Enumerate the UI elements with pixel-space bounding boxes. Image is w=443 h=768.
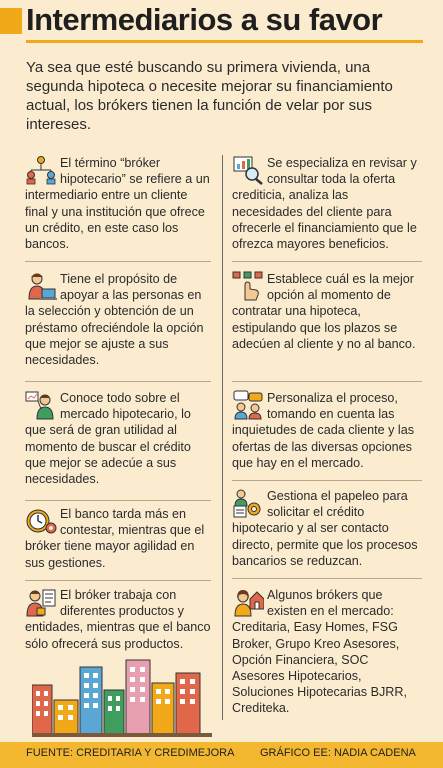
intro-paragraph: Ya sea que esté buscando su primera vivienda, una segunda hipoteca o necesite mejorar su financiamiento actual, los brókers tienen la función de velar por sus intereses. xyxy=(26,59,393,133)
left-item-1-text: El término “bróker hipotecario” se refiere a un intermediario entre un cliente final y una institución que ofrece un crédito, en este caso los bancos. xyxy=(25,156,210,252)
left-item-2 xyxy=(25,271,211,368)
right-divider-1 xyxy=(232,261,422,262)
paperwork-gear-icon xyxy=(232,488,264,518)
right-item-1-text: Se especializa en revisar y consultar toda la oferta crediticia, analiza las necesidades del cliente para ofrecerle el financiamiento que le ofrezca mayores beneficios. xyxy=(232,156,417,252)
left-divider-3 xyxy=(25,500,211,501)
right-item-4 xyxy=(232,488,422,569)
woman-house-icon xyxy=(232,587,264,617)
left-item-3-text: Conoce todo sobre el mercado hipotecario, lo que será de gran utilidad al momento de buscar el crédito que mejor se adecúe a sus necesidades. xyxy=(25,391,191,487)
right-divider-4 xyxy=(232,578,422,579)
left-item-5-text: El bróker trabaja con diferentes productos y entidades, mientras que el banco sólo ofrecerá sus productos. xyxy=(25,588,211,651)
right-item-1 xyxy=(232,155,422,252)
title-underline xyxy=(26,40,423,43)
left-divider-4 xyxy=(25,580,211,581)
footer-source: FUENTE: CREDITARIA Y CREDIMEJORA xyxy=(26,747,235,759)
expert-presenter-icon xyxy=(25,390,57,420)
right-divider-2 xyxy=(232,381,422,382)
footer-bar xyxy=(0,742,443,768)
city-skyline-icon xyxy=(32,655,212,737)
chat-people-icon xyxy=(232,390,264,420)
right-item-4-text: Gestiona el papeleo para solicitar el crédito hipotecario y al ser contacto directo, permite que los procesos bancarios se reduzcan. xyxy=(232,489,418,568)
right-item-3-text: Personaliza el proceso, tomando en cuenta las inquietudes de cada cliente y las ofertas de las diversas opciones que hay en el mercado. xyxy=(232,391,415,470)
right-item-3 xyxy=(232,390,422,471)
network-people-icon xyxy=(25,155,57,185)
hand-choice-icon xyxy=(232,271,264,301)
right-item-5 xyxy=(232,587,422,717)
magnifier-chart-icon xyxy=(232,155,264,185)
clock-gears-icon xyxy=(25,506,57,536)
left-item-4 xyxy=(25,506,211,571)
left-item-5 xyxy=(25,587,211,652)
right-item-2 xyxy=(232,271,422,352)
column-divider xyxy=(222,155,223,720)
page-title: Intermediarios a su favor xyxy=(26,2,383,37)
advisor-laptop-icon xyxy=(25,271,57,301)
footer-credit: GRÁFICO EE: NADIA CADENA xyxy=(260,747,416,759)
left-divider-2 xyxy=(25,381,211,382)
right-item-2-text: Establece cuál es la mejor opción al momento de contratar una hipoteca, estipulando que los plazos se adecúen al cliente y no al banco. xyxy=(232,272,416,351)
title-accent-bar xyxy=(0,8,22,34)
right-item-5-text: Algunos brókers que existen en el mercado: Creditaria, Easy Homes, FSG Broker, Grupo Kreo Asesores, Opción Financiera, SOC Asesores Hipotecarios, Soluciones Hipotecarias BJRR, Crediteka. xyxy=(232,588,407,716)
left-item-3 xyxy=(25,390,211,487)
left-item-4-text: El banco tarda más en contestar, mientras que el bróker tiene mayor agilidad en sus gestiones. xyxy=(25,507,205,570)
left-item-2-text: Tiene el propósito de apoyar a las personas en la selección y obtención de un préstamo ofreciéndole la opción que mejor se ajuste a sus necesidades. xyxy=(25,272,204,368)
right-divider-3 xyxy=(232,480,422,481)
left-item-1 xyxy=(25,155,211,252)
businessman-documents-icon xyxy=(25,587,57,617)
left-divider-1 xyxy=(25,261,211,262)
